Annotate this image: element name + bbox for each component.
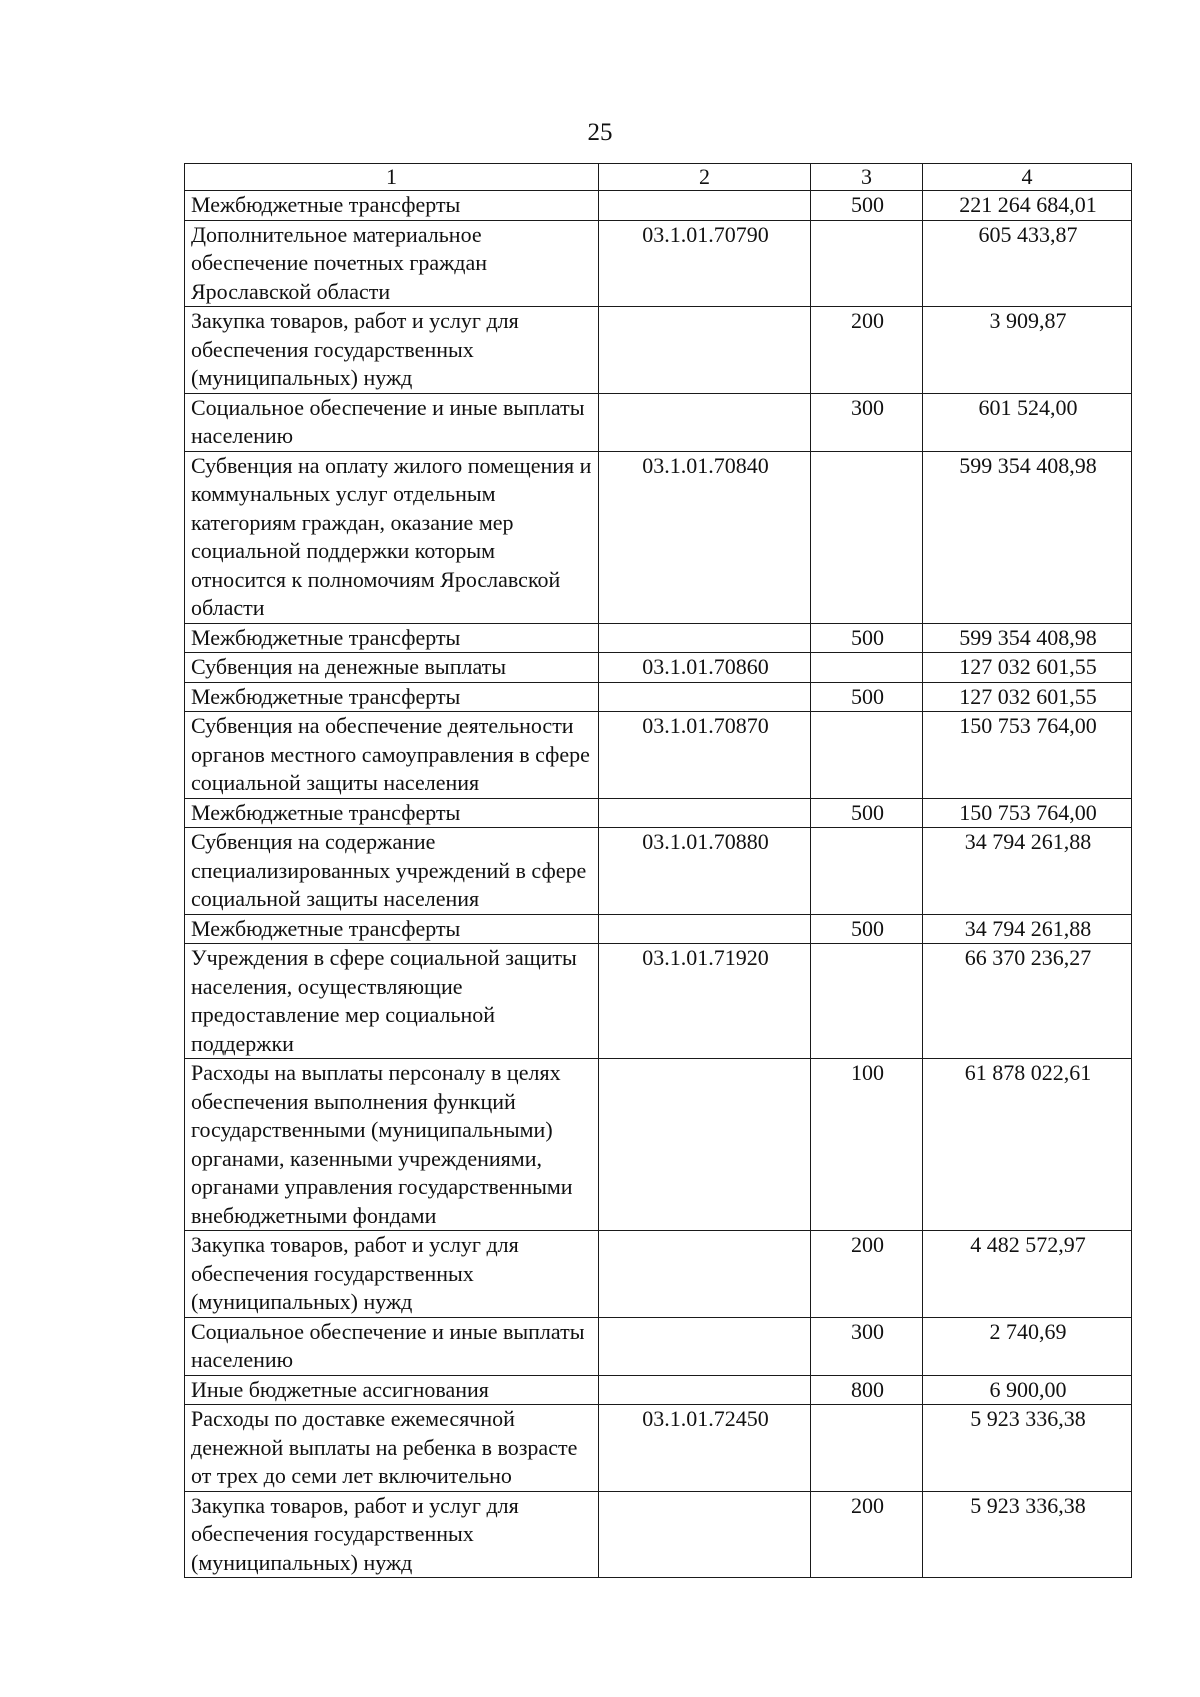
- target-code-cell: [599, 914, 811, 944]
- budget-table: [184, 163, 1132, 1578]
- expense-name-cell: Субвенция на оплату жилого помещения и коммунальных услуг отдельным категориям граждан, оказание мер социальной поддержки которым относится к полномочиям Ярославской области: [185, 451, 599, 623]
- expense-name-cell: Межбюджетные трансферты: [185, 191, 599, 221]
- amount-cell: 34 794 261,88: [923, 828, 1132, 915]
- expense-name-cell: Межбюджетные трансферты: [185, 798, 599, 828]
- expense-type-code-cell: [811, 944, 923, 1059]
- expense-name-cell: Расходы по доставке ежемесячной денежной выплаты на ребенка в возрасте от трех до семи лет включительно: [185, 1405, 599, 1492]
- expense-name-cell: Дополнительное материальное обеспечение почетных граждан Ярославской области: [185, 220, 599, 307]
- expense-name-cell: Закупка товаров, работ и услуг для обеспечения государственных (муниципальных) нужд: [185, 1231, 599, 1318]
- target-code-cell: [599, 1317, 811, 1375]
- target-code-cell: [599, 798, 811, 828]
- expense-name-cell: Субвенция на денежные выплаты: [185, 653, 599, 683]
- target-code-cell: [599, 682, 811, 712]
- expense-name-cell: Субвенция на обеспечение деятельности органов местного самоуправления в сфере социальной защиты населения: [185, 712, 599, 799]
- table-row: [185, 1059, 1132, 1231]
- table-row: [185, 307, 1132, 394]
- table-row: [185, 798, 1132, 828]
- table-row: [185, 1491, 1132, 1578]
- expense-type-code-cell: [811, 828, 923, 915]
- table-row: [185, 828, 1132, 915]
- amount-cell: 61 878 022,61: [923, 1059, 1132, 1231]
- header-cell-3: 3: [811, 164, 923, 191]
- expense-type-code-cell: 500: [811, 798, 923, 828]
- expense-type-code-cell: 500: [811, 682, 923, 712]
- table-header: [185, 164, 1132, 191]
- expense-type-code-cell: [811, 451, 923, 623]
- header-cell-1: 1: [185, 164, 599, 191]
- expense-name-cell: Закупка товаров, работ и услуг для обеспечения государственных (муниципальных) нужд: [185, 307, 599, 394]
- amount-cell: 6 900,00: [923, 1375, 1132, 1405]
- amount-cell: 5 923 336,38: [923, 1405, 1132, 1492]
- expense-name-cell: Социальное обеспечение и иные выплаты населению: [185, 393, 599, 451]
- expense-name-cell: Социальное обеспечение и иные выплаты населению: [185, 1317, 599, 1375]
- expense-name-cell: Межбюджетные трансферты: [185, 623, 599, 653]
- page-number: 25: [587, 119, 613, 146]
- amount-cell: 221 264 684,01: [923, 191, 1132, 221]
- amount-cell: 127 032 601,55: [923, 653, 1132, 683]
- table-row: [185, 1405, 1132, 1492]
- expense-name-cell: Расходы на выплаты персоналу в целях обеспечения выполнения функций государственными (муниципальными) органами, казенными учреждениями, органами управления государственными внебюджетными фондами: [185, 1059, 599, 1231]
- table-row: [185, 944, 1132, 1059]
- expense-type-code-cell: 500: [811, 914, 923, 944]
- expense-type-code-cell: 200: [811, 1491, 923, 1578]
- expense-name-cell: Иные бюджетные ассигнования: [185, 1375, 599, 1405]
- table-row: [185, 451, 1132, 623]
- target-code-cell: 03.1.01.72450: [599, 1405, 811, 1492]
- expense-type-code-cell: 200: [811, 307, 923, 394]
- target-code-cell: 03.1.01.70790: [599, 220, 811, 307]
- header-row: [185, 164, 1132, 191]
- table-row: [185, 1231, 1132, 1318]
- expense-name-cell: Закупка товаров, работ и услуг для обеспечения государственных (муниципальных) нужд: [185, 1491, 599, 1578]
- target-code-cell: [599, 307, 811, 394]
- table-body: [185, 191, 1132, 1578]
- amount-cell: 599 354 408,98: [923, 451, 1132, 623]
- amount-cell: 66 370 236,27: [923, 944, 1132, 1059]
- target-code-cell: [599, 1375, 811, 1405]
- table-row: [185, 191, 1132, 221]
- amount-cell: 150 753 764,00: [923, 712, 1132, 799]
- expense-type-code-cell: 200: [811, 1231, 923, 1318]
- expense-name-cell: Межбюджетные трансферты: [185, 682, 599, 712]
- expense-type-code-cell: 800: [811, 1375, 923, 1405]
- target-code-cell: 03.1.01.70860: [599, 653, 811, 683]
- target-code-cell: [599, 1231, 811, 1318]
- table-row: [185, 712, 1132, 799]
- amount-cell: 601 524,00: [923, 393, 1132, 451]
- table-row: [185, 623, 1132, 653]
- expense-name-cell: Межбюджетные трансферты: [185, 914, 599, 944]
- amount-cell: 34 794 261,88: [923, 914, 1132, 944]
- expense-type-code-cell: 100: [811, 1059, 923, 1231]
- target-code-cell: [599, 191, 811, 221]
- table-row: [185, 653, 1132, 683]
- expense-type-code-cell: [811, 1405, 923, 1492]
- target-code-cell: [599, 1491, 811, 1578]
- amount-cell: 5 923 336,38: [923, 1491, 1132, 1578]
- amount-cell: 2 740,69: [923, 1317, 1132, 1375]
- expense-type-code-cell: 300: [811, 393, 923, 451]
- expense-type-code-cell: 500: [811, 191, 923, 221]
- expense-type-code-cell: [811, 712, 923, 799]
- target-code-cell: [599, 393, 811, 451]
- amount-cell: 150 753 764,00: [923, 798, 1132, 828]
- table-row: [185, 393, 1132, 451]
- target-code-cell: 03.1.01.70870: [599, 712, 811, 799]
- expense-name-cell: Субвенция на содержание специализированных учреждений в сфере социальной защиты населения: [185, 828, 599, 915]
- table-row: [185, 1375, 1132, 1405]
- target-code-cell: 03.1.01.71920: [599, 944, 811, 1059]
- amount-cell: 605 433,87: [923, 220, 1132, 307]
- target-code-cell: 03.1.01.70880: [599, 828, 811, 915]
- expense-type-code-cell: 300: [811, 1317, 923, 1375]
- amount-cell: 3 909,87: [923, 307, 1132, 394]
- target-code-cell: 03.1.01.70840: [599, 451, 811, 623]
- expense-name-cell: Учреждения в сфере социальной защиты населения, осуществляющие предоставление мер социальной поддержки: [185, 944, 599, 1059]
- target-code-cell: [599, 623, 811, 653]
- target-code-cell: [599, 1059, 811, 1231]
- expense-type-code-cell: [811, 220, 923, 307]
- amount-cell: 4 482 572,97: [923, 1231, 1132, 1318]
- header-cell-2: 2: [599, 164, 811, 191]
- table-row: [185, 220, 1132, 307]
- table-row: [185, 1317, 1132, 1375]
- table-row: [185, 682, 1132, 712]
- expense-type-code-cell: 500: [811, 623, 923, 653]
- amount-cell: 127 032 601,55: [923, 682, 1132, 712]
- amount-cell: 599 354 408,98: [923, 623, 1132, 653]
- expense-type-code-cell: [811, 653, 923, 683]
- header-cell-4: 4: [923, 164, 1132, 191]
- table-row: [185, 914, 1132, 944]
